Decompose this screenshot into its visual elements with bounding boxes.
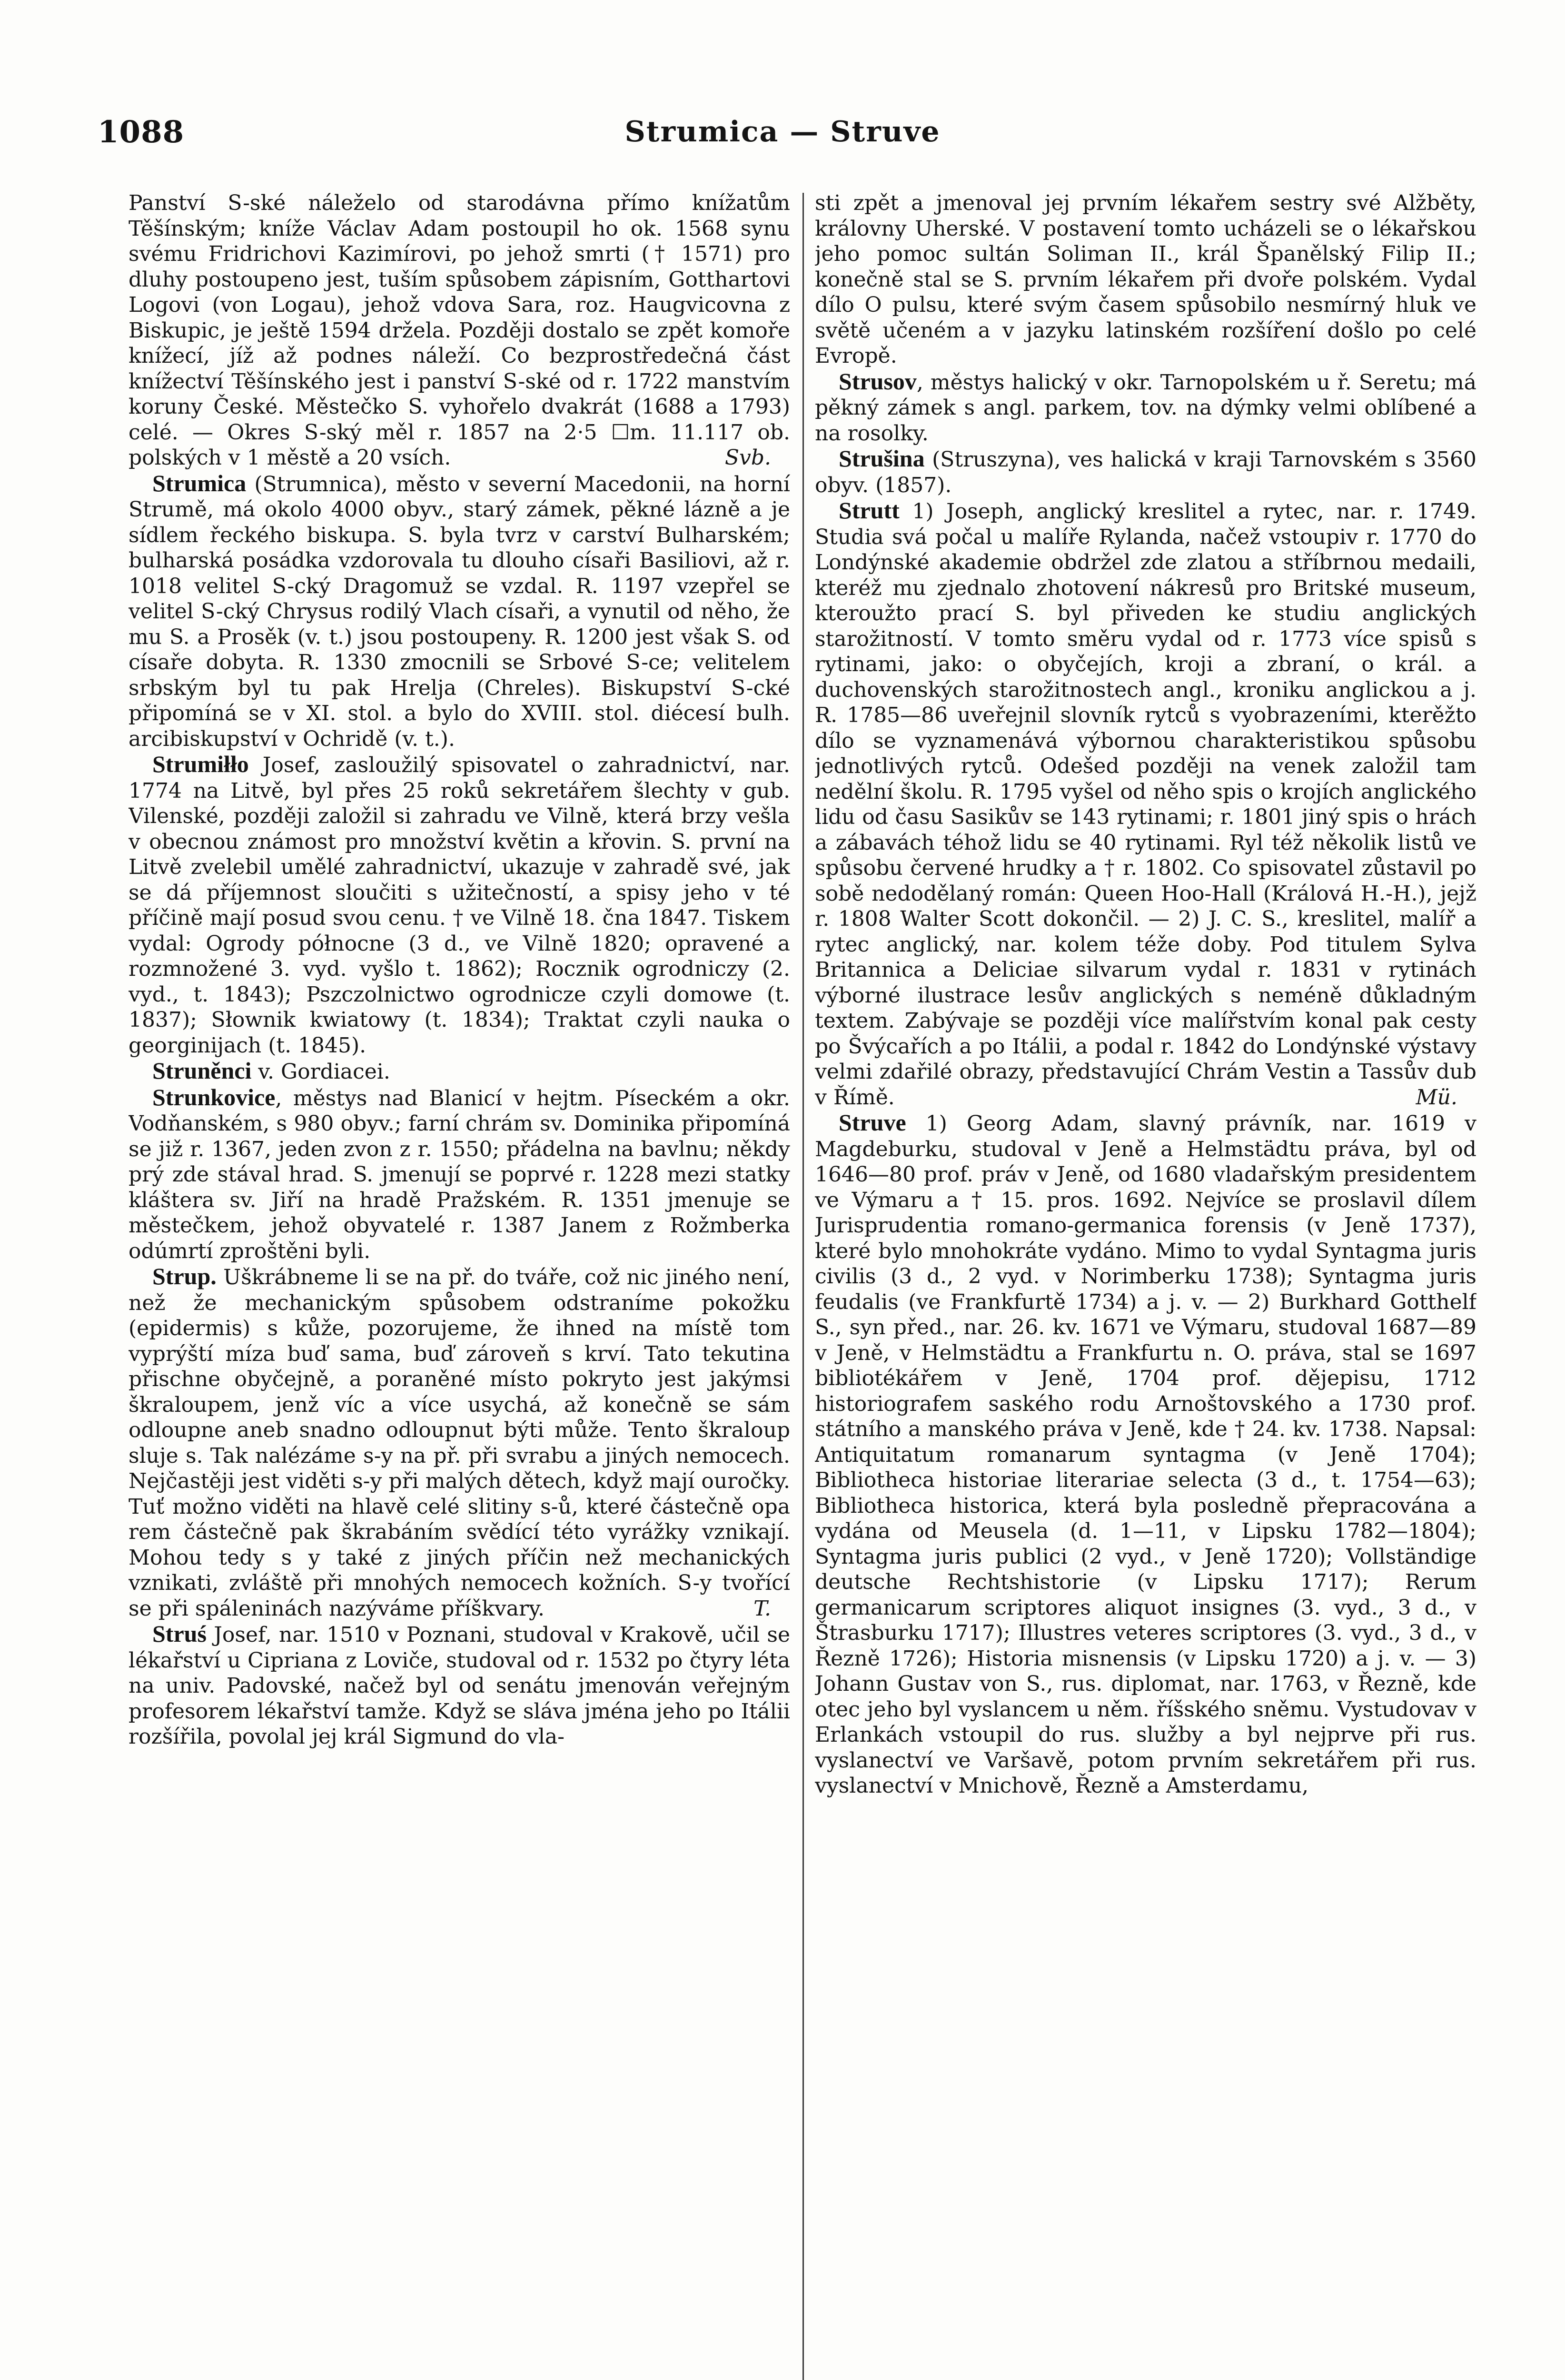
entry-headword: Strušina: [839, 445, 925, 472]
dictionary-entry: [129, 1058, 790, 1085]
dictionary-entry: [129, 471, 790, 752]
entry-text: , městys nad Blanicí v hejtm. Píseckém a okr. Vodňanském, s 980 obyv.; farní chrám sv. Dominika připomíná se již r. 1367, jeden zvon z r. 1550; přádelna na bavlnu; někdy prý zde stával hrad. S. jmenují se poprvé r. 1228 mezi statky kláštera sv. Jiří na hradě Pražském. R. 1351 jmenuje se městečkem, jehož obyvatelé r. 1387 Janem z Rožmberka odúmrtí zproštěni byli.: [129, 1086, 790, 1263]
dictionary-entry: [815, 369, 1476, 446]
entry-text: 1) Georg Adam, slavný právník, nar. 1619 v Magdeburku, studoval v Jeně a Helmstädtu práva, byl od 1646—80 prof. práv v Jeně, od 1680 vladařským presidentem ve Výmaru a † 15. pros. 1692. Nejvíce se proslavil dílem Jurisprudentia romano-germanica forensis (v Jeně 1737), které bylo mnohokráte vydáno. Mimo to vydal Syntagma juris civilis (3 d., 2 vyd. v Norimberku 1738); Syntagma juris feudalis (ve Frankfurtě 1734) a j. v. — 2) Burkhard Gotthelf S., syn před., nar. 26. kv. 1671 ve Výmaru, studoval 1687—89 v Jeně, v Helmstädtu a Frankfurtu n. O. práva, stal se 1697 bibliotékářem v Jeně, 1704 prof. dějepisu, 1712 historiografem saského rodu Arnoštovského a 1730 prof. státního a manského práva v Jeně, kde † 24. kv. 1738. Napsal: Antiquitatum romanarum syntagma (v Jeně 1704); Bibliotheca historiae literariae selecta (3 d., t. 1754—63); Bibliotheca historica, která byla posledně přepracována a vydána od Meusela (d. 1—11, v Lipsku 1782—1804); Syntagma juris publici (2 vyd., v Jeně 1720); Vollständige deutsche Rechtshistorie (v Lipsku 1717); Rerum germanicarum scriptores aliquot insignes (3. vyd., 3 d., v Štrasburku 1717); Illustres veteres scriptores (3. vyd., 3 d., v Řezně 1726); Historia misnensis (v Lipsku 1720) a j. v. — 3) Johann Gustav von S., rus. diplomat, nar. 1763, v Řezně, kde otec jeho byl vyslancem u něm. říšského sněmu. Vystudovav v Erlankách vstoupil do rus. služby a byl nejprve při rus. vyslanectví ve Varšavě, potom prvním sekretářem při rus. vyslanectví v Mnichově, Řezně a Amsterdamu,: [815, 1111, 1476, 1798]
entry-text: 1) Joseph, anglický kreslitel a rytec, nar. r. 1749. Studia svá počal u malíře Rylanda, načež vstoupiv r. 1770 do Londýnské akademie obdržel zde zlatou a stříbrnou medaili, kteréž mu zjednalo zhotovení nákresů pro Britské museum, kteroužto prací S. byl přiveden ke studiu anglických starožitností. V tomto směru vydal od r. 1773 více spisů s rytinami, jako: o obyčejích, kroji a zbraní, o král. a duchovenských starožitnostech angl., kroniku anglickou a j. R. 1785—86 uveřejnil slovník rytců s vyobrazeními, kterěžto dílo se vyznamenává výbornou charakteristikou spůsobu jednotlivých rytců. Odešed později na venek založil tam nedělní školu. R. 1795 vyšel od něho spis o krojích anglického lidu od času Sasikův se 143 rytinami; r. 1801 jiný spis o hrách a zábavách téhož lidu se 40 rytinami. Ryl též několik listů ve spůsobu červené hrudky a † r. 1802. Co spisovatel zůstavil po sobě nedodělaný román: Queen Hoo-Hall (Králová H.-H.), jejž r. 1808 Walter Scott dokončil. — 2) J. C. S., kreslitel, malíř a rytec anglický, nar. kolem téže doby. Pod titulem Sylva Britannica a Deliciae silvarum vydal r. 1831 v rytinách výborné ilustrace lesův anglických s neméně důkladným textem. Zabývaje se později více malířstvím konal pak cesty po Švýcařích a po Itálii, a podal r. 1842 do Londýnské výstavy velmi zdařilé obrazy, představující Chrám Vestin a Tassův dub v Římě.: [815, 499, 1476, 1110]
dictionary-entry: [129, 1085, 790, 1264]
entry-text: sti zpět a jmenoval jej prvním lékařem sestry své Alžběty, královny Uherské. V postavení tomto ucházeli se o lékařskou jeho pomoc sultán Soliman II., král Španělský Filip II.; konečně stal se S. prvním lékařem při dvoře polském. Vydal dílo O pulsu, které svým časem spůsobilo nesmírný hluk ve světě učeném a v jazyku latinském rozšíření došlo po celé Evropě.: [815, 191, 1476, 368]
entry-headword: Struněnci: [152, 1057, 252, 1084]
entry-headword: Strumiłło: [152, 751, 249, 777]
author-signature: T.: [753, 1596, 771, 1621]
entry-text: Panství S-ské náleželo od starodávna přímo knížatům Těšínským; kníže Václav Adam postoupil ho ok. 1568 synu svému Fridrichovi Kazimírovi, po jehož smrti († 1571) pro dluhy postoupeno jest, tuším spůsobem zápisním, Gotthartovi Logovi (von Logau), jehož vdova Sara, roz. Haugvicovna z Biskupic, je ještě 1594 držela. Později dostalo se zpět komoře knížecí, jíž až podnes náleží. Co bezprostředečná část knížectví Těšínského jest i panství S-ské od r. 1722 manstvím koruny České. Městečko S. vyhořelo dvakrát (1688 a 1793) celé. — Okres S-ský měl r. 1857 na 2·5 ☐m. 11.117 ob. polských v 1 městě a 20 vsích.: [129, 191, 790, 470]
entry-headword: Strunkovice: [152, 1083, 276, 1111]
dictionary-entry: [815, 446, 1476, 498]
dictionary-entry: [815, 1110, 1476, 1799]
entry-text: v. Gordiacei.: [251, 1060, 390, 1084]
right-column: [815, 190, 1476, 2380]
entry-headword: Strup.: [152, 1263, 217, 1289]
continued-text: [129, 190, 790, 471]
entry-headword: Struve: [839, 1109, 906, 1136]
dictionary-entry: [129, 1264, 790, 1621]
author-signature: Mü.: [1416, 1085, 1457, 1110]
entry-text: , městys halický v okr. Tarnopolském u ř. Seretu; má pěkný zámek s angl. parkem, tov. na dýmky velmi oblíbené a na rosolky.: [815, 370, 1476, 446]
entry-headword: Struś: [152, 1620, 207, 1647]
entry-text: Josef, zasloužilý spisovatel o zahradnictví, nar. 1774 na Litvě, byl přes 25 roků sekretářem šlechty v gub. Vilenské, později založil si zahradu ve Vilně, která brzy vešla v obecnou známost pro množství květin a křovin. S. první na Litvě zvelebil umělé zahradnictví, ukazuje v zahradě své, jak se dá příjemnost sloučiti s užitečností, a spisy jeho v té příčině mají posud svou cenu. † ve Vilně 18. čna 1847. Tiskem vydal: Ogrody północne (3 d., ve Vilně 1820; opravené a rozmnožené 3. vyd. vyšlo t. 1862); Rocznik ogrodniczy (2. vyd., t. 1843); Pszczolnictwo ogrodnicze czyli domowe (t. 1837); Słownik kwiatowy (t. 1834); Traktat czyli nauka o georginijach (t. 1845).: [129, 753, 790, 1058]
author-signature: Svb.: [724, 446, 771, 470]
left-column: [129, 190, 790, 2380]
dictionary-entry: [129, 752, 790, 1058]
entry-text: (Strumnica), město v severní Macedonii, na horní Strumě, má okolo 4000 obyv., starý zámek, pěkné lázně a je sídlem řeckého biskupa. S. byla tvrz v carství Bulharském; bulharská posádka vzdorovala tu dlouho císaři Basiliovi, až r. 1018 velitel S-cký Dragomuž se vzdal. R. 1197 vzepřel se velitel S-cký Chrysus rodilý Vlach císaři, a vynutil od něho, že mu S. a Prosěk (v. t.) jsou postoupeny. R. 1200 jest však S. od císaře dobyta. R. 1330 zmocnili se Srbové S-ce; velitelem srbským byl tu pak Hrelja (Chreles). Biskupství S-cké připomíná se v XI. stol. a bylo do XVIII. stol. diécesí bulh. arcibiskupství v Ochridě (v. t.).: [129, 472, 790, 751]
page-number: 1088: [98, 114, 185, 150]
dictionary-entry: [815, 498, 1476, 1110]
entry-text: Uškrábneme li se na př. do tváře, což nic jiného není, než že mechanickým spůsobem odstraníme pokožku (epidermis) s kůže, pozorujeme, že ihned na místě tom vyprýští míza buď sama, buď zároveň s krví. Tato tekutina přischne obyčejně, a poraněné místo pokryto jest jakýmsi škraloupem, jenž víc a více usychá, až konečně se sám odloupne aneb snadno odloupnut býti může. Tento škraloup sluje s. Tak nalézáme s-y na př. při svrabu a jiných nemocech. Nejčastěji jest viděti s-y při malých dětech, když mají ouročky. Tuť možno viděti na hlavě celé slitiny s-ů, které částečně opa rem částečně pak škrabáním svědící této vyrážky vznikají. Mohou tedy s y také z jiných příčin než mechanických vznikati, zvláště při mnohých nemocech kožních. S-y tvořící se při spáleninách nazýváme příškvary.: [129, 1265, 790, 1621]
page-header: [98, 114, 1467, 157]
column-divider: [802, 193, 804, 2380]
running-title: Strumica — Struve: [624, 115, 941, 149]
entry-text: (Struszyna), ves halická v kraji Tarnovském s 3560 obyv. (1857).: [815, 447, 1476, 497]
entry-headword: Strumica: [152, 469, 247, 496]
continued-text: [815, 190, 1476, 369]
entry-headword: Strutt: [839, 497, 900, 524]
entry-headword: Strusov: [839, 367, 917, 395]
entry-text: Josef, nar. 1510 v Poznani, studoval v Krakově, učil se lékařství u Cipriana z Loviče, studoval od r. 1532 po čtyry léta na univ. Padovské, načež byl od senátu jmenován veřejným profesorem lékařství tamže. Když se sláva jména jeho po Itálii rozšířila, povolal jej král Sigmund do vla-: [129, 1623, 790, 1749]
dictionary-entry: [129, 1621, 790, 1750]
